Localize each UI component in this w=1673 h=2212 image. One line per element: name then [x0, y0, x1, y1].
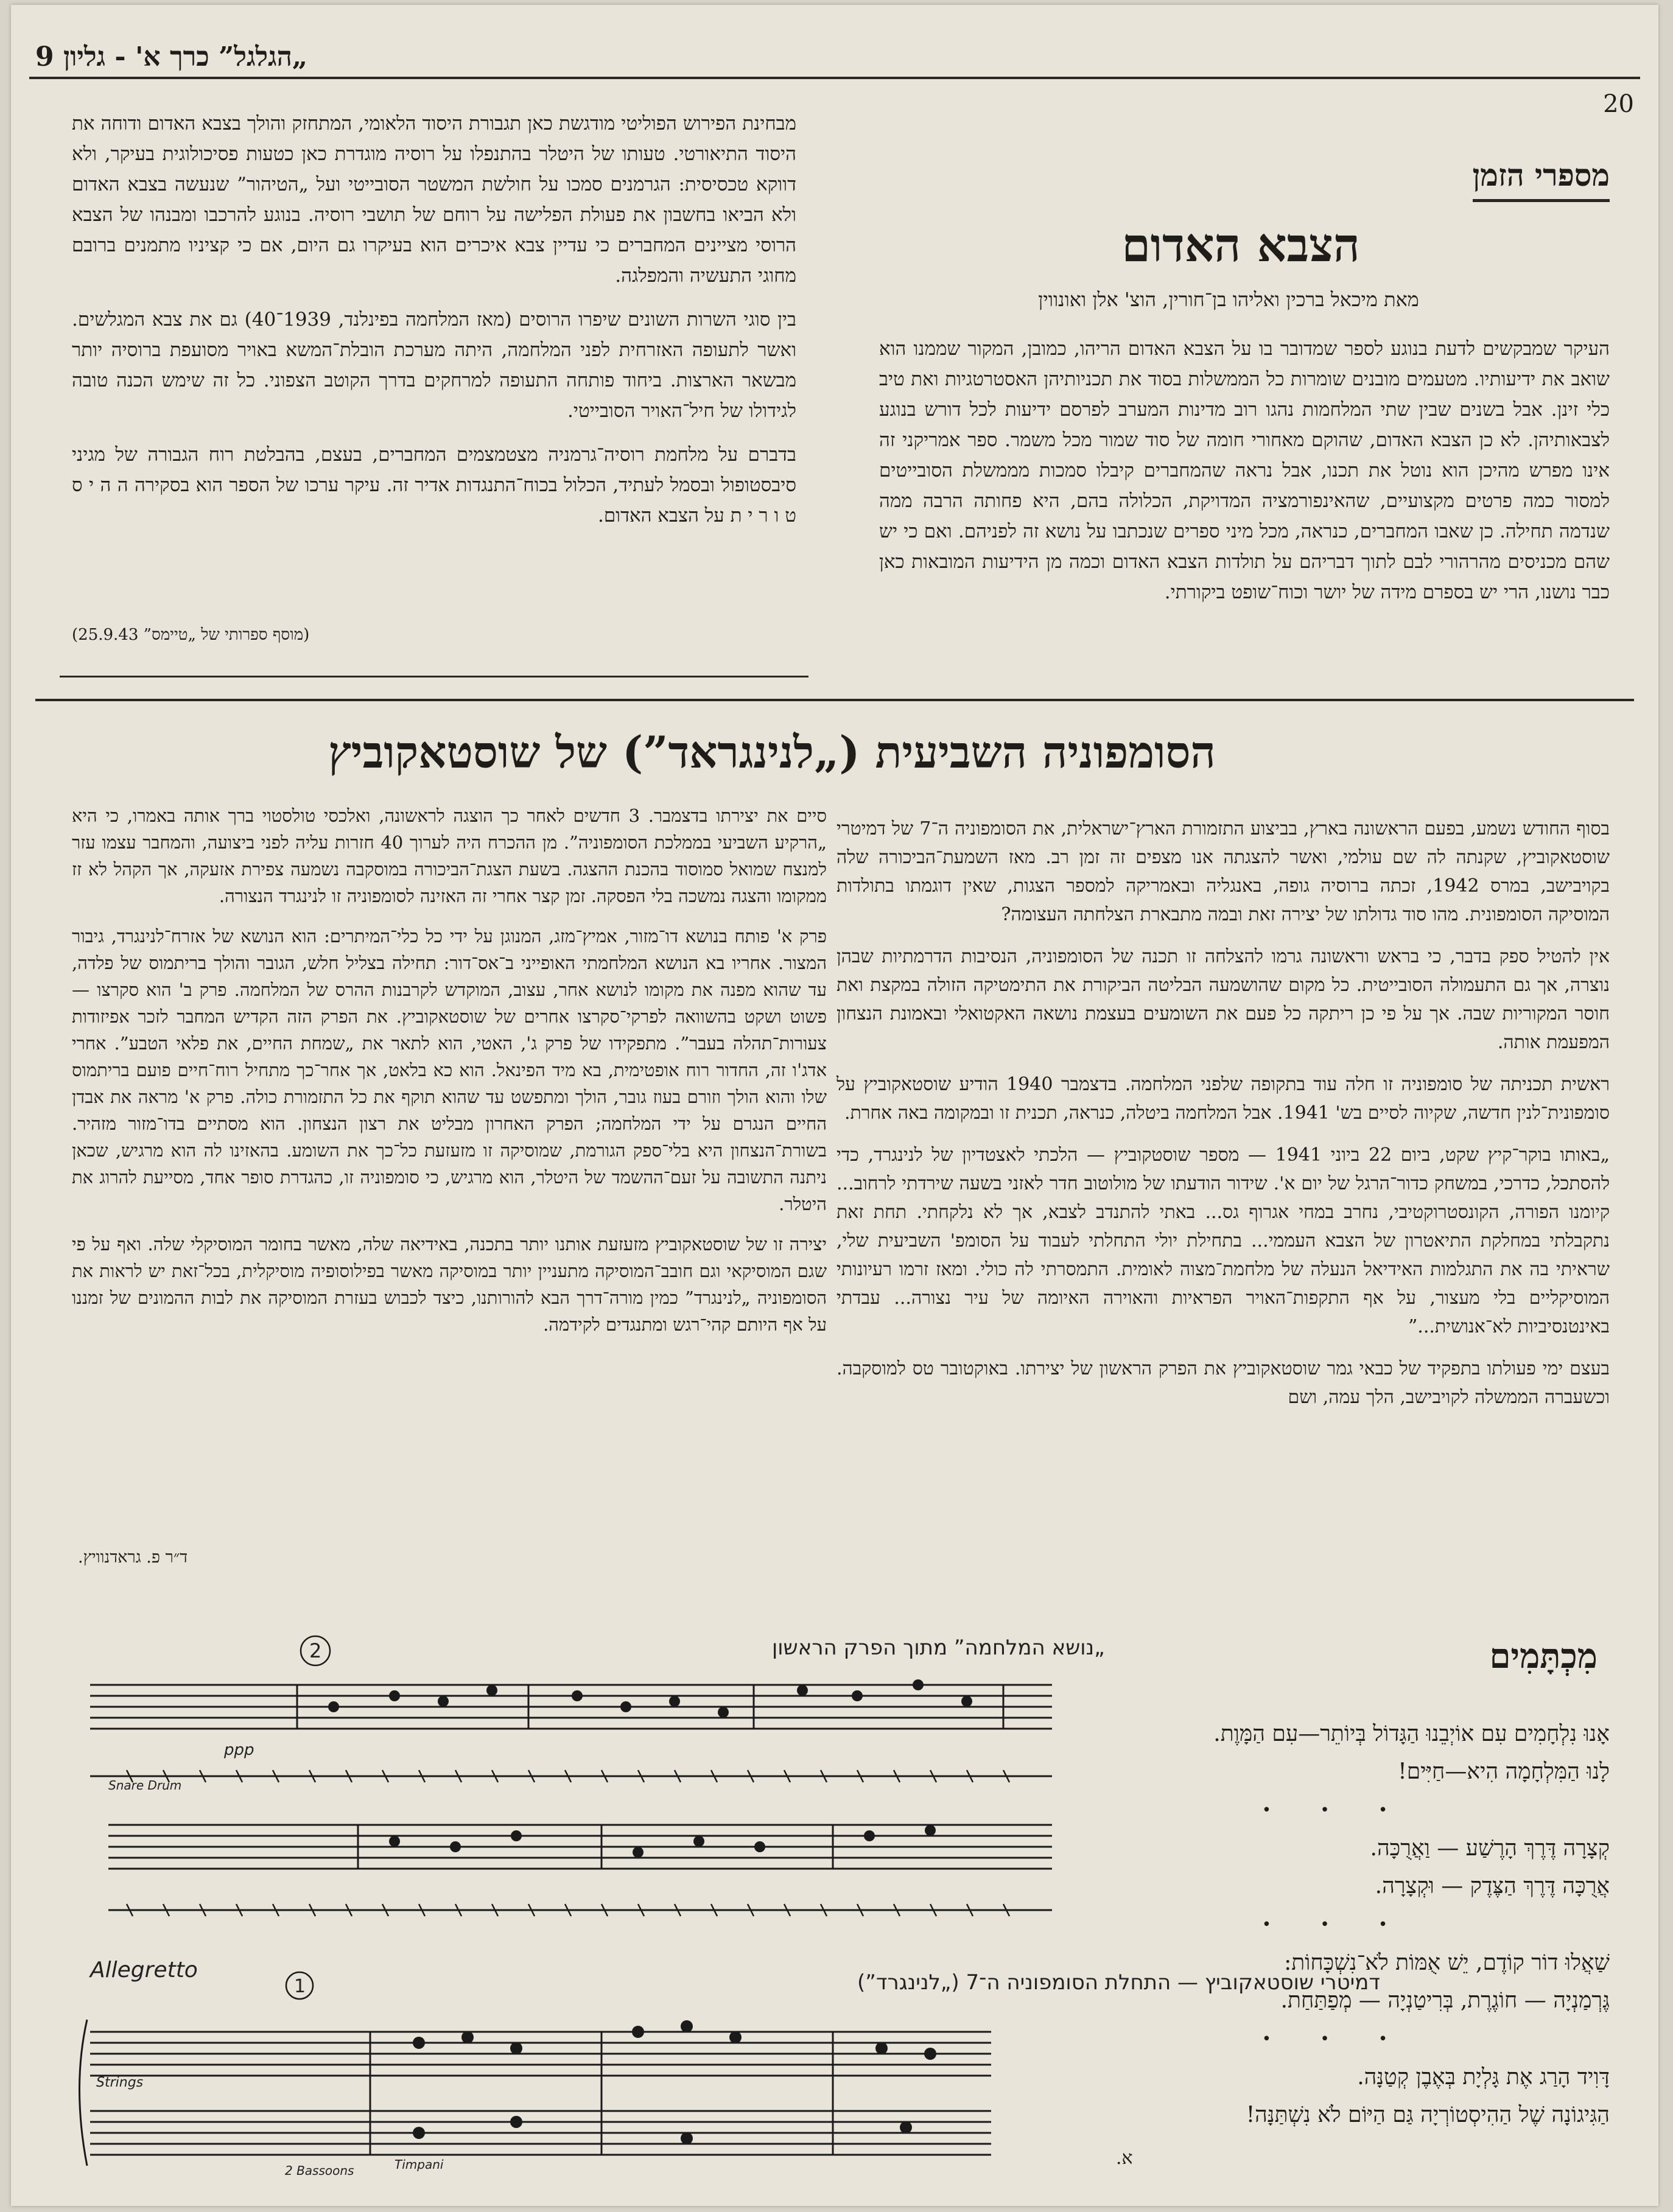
dynamic-marking: ppp: [224, 1741, 254, 1759]
maxims-title: מִכְתָּמִים: [1489, 1636, 1598, 1676]
maxim-line: לָנוּ הַמִּלְחָמָה הִיא—חַיִּים!: [1398, 1759, 1610, 1784]
paragraph: מבחינת הפירוש הפוליטי מודגשת כאן תגבורת היסוד הלאומי, המתחזק והולך בצבא האדום ודוחה את היסוד התיאורטי. טעותו של היטלר בהתנפלו על רוסיה מוגדרת כאן כטעות פסיכולוגית בעיקר, ולא דווקא טכסיסית: הגרמנים סמכו על חולשת המשטר הסובייטי ועל „הטיהור” שנעשה בצבא האדום ולא הביאו בחשבון את פעולת הפלישה על רוחם של תושבי רוסיה. בנוגע להרכבו ומבנהו של הצבא הרוסי מציינים המחברים כי עדיין צבא איכרים הוא בעיקרו גם היום, אם כי קציניו מתמנים ברובם מחוגי התעשיה והמפלגה.: [72, 113, 796, 287]
rhythm-marks: [96, 1770, 1052, 1916]
paragraph: „באותו בוקר־קיץ שקט, ביום 22 ביוני 1941 — מספר שוסטקוביץ — הלכתי לאצטדיון של לנינגרד, כדי להסתכל, כדרכי, במשחק כדור־הרגל של יום א'. שידור הודעתו של מולוטוב חדר לאזני בשעה שירדתי לרחוב... קיומנו הפורה, הקונסטרוקטיבי, נחרב במחי אגרוף גס... באתי להתנדב לצבא, אך לא נלקחתי. תחת זאת נתקבלתי במחלקת התיאטרון של הצבא העממי... בתחילת יולי התחלתי לעבוד על הסומפ' השביעית שלי, שראיתי בה את התגלמות האידיאל הנעלה של מלחמת־מצוה לאומית. התמסרתי לה כולי. ומאז זרמו רעיונותי המוסיקליים בלי מעצור, על אף התקפות־האויר הפראיות והאוירה האיומה של עיר נצורה... עבדתי באינטנסיביות לא־אנושית...”: [836, 1144, 1610, 1337]
staff-3: [90, 2032, 991, 2076]
maxim-line: הַגִּיגוֹנָה שֶׁל הַהִיסְטוֹרְיָה גַּם הַיּוֹם לֹא נִשְׁתַּנָּה!: [1246, 2102, 1610, 2127]
maxim-line: קְצָרָה דֶּרֶךְ הָרֶשַׁע — וַאֲרֻכָּה.: [1370, 1836, 1610, 1861]
paragraph: פרק א' פותח בנושא דו־מזור, אמיץ־מזג, המנוגן על ידי כל כלי־המיתרים: הוא הנושא של אזרח־לנינגרד, גיבור המצור. אחריו בא הנושא המלחמתי האופייני ב־אס־דור: תחילה בצליל חלש, הגובר והולך בריתמוס של פלדה, עד שהוא מפנה את מקומו לנושא אחר, עצוב, המוקדש לקרבנות ההרס של המלחמה. פרק ב' הוא סקרצו — פשוט ושקט בהשוואה לפרקי־סקרצו אחרים של שוסטאקוביץ. את הפרק הזה הקדיש המחבר לזכר אפיזודות צעורות־תהלה בעבר”. מתפקידו של פרק ג', האטי, הוא לתאר את „שמחת החיים, את פלאי הטבע”. אחרי אדג'ו זה, החדור רוח אופטימית, בא מיד הפינאל. הוא כא בלאט, אך אחר־כך מתחיל רוח־חיים פועם בריתמוס שלו והוא הולך וזורם בעוז גובר, הולך ומתפשט עד שהוא תוקף את כל התזמורת כולה. פרק א' מראה את אבדן החיים הנגרם על ידי המלחמה; הפרק האחרון מבליט את רצון הנצחון. הוא מסתיים בדו־מזור מזהיר. בשורת־הנצחון היא בלי־ספק הגורמת, שמוסיקה זו מזעזעת כל־כך את השומע. בהאזינו לה הוא מרגיש, שכאן ניתנה התשובה על זעם־ההשמד של היטלר, הוא מרגיש, כי סומפוניה זו, כהגדרת סופר אחד, מסייעת להרוג את היטלר.: [72, 926, 827, 1214]
source-note: (מוסף ספרותי של „טיימס” 25.9.43): [72, 626, 310, 644]
article-title-symphony: הסומפוניה השביעית („לנינגראד”) של שוסטאקוביץ: [328, 726, 1216, 778]
maxim-separator: • • •: [1261, 1916, 1410, 1934]
page-header: [35, 17, 1634, 118]
column-rule: [60, 676, 808, 677]
article2-column-right: [836, 814, 1610, 1425]
instrument-strings: Strings: [96, 2075, 144, 2090]
system-brace: [80, 2020, 88, 2166]
maxim-line: דָּוִיד הָרַג אֶת גָּלְיָת בְּאֶבֶן קְטַנָּה.: [1357, 2065, 1610, 2090]
rehearsal-mark-1: 1: [294, 1976, 306, 1997]
note-marks: [328, 1679, 972, 2144]
staff-1: [90, 1685, 1052, 1729]
paragraph: העיקר שמבקשים לדעת בנוגע לספר שמדובר בו על הצבא האדום הריהו, כמובן, המקור שממנו הוא שואב את ידיעותיו. מטעמים מובנים שומרות כל הממשלות בסוד את תכניותיהן האסטרטגיות ואת טיב כלי זינן. אבל בשנים שבין שתי המלחמות נהגו רוב מדינות המערב לפרסם ידיעות לכל דורש בנוגע לצבאותיהן. לא כן הצבא האדום, שהוקם מאחורי חומה של סוד שמור מכל משמר. ספר אמריקני זה אינו מפרש מהיכן הוא נוטל את תכנו, אבל נראה שהמחברים קיבלו סמכות מממשלת הסובייטים למסור כמה פרטים מקצועיים, שהאינפורמציה המדויקת, הכלולה בהם, היא פחותה הרבה ממה שנדמה תחילה. כן שאבו המחברים, כנראה, מכל מיני ספרים שנכתבו על נושא זה לפניהם. ואם כי יש שהם מכניסים מהרהורי לבם לתוך דבריהם על תולדות הצבא האדום וכמה מן הידיעות המובאות כאן כבר נושנו, הרי יש בספרם מידה של יושר וכוח־שופט ביקורתי.: [879, 338, 1610, 603]
rehearsal-mark-2: 2: [309, 1639, 322, 1662]
paragraph: בעצם ימי פעולתו בתפקיד של כבאי גמר שוסטאקוביץ את הפרק הראשון של יצירתו. באוקטובר טס למוסקבה. וכשעברה הממשלה לקויבישב, הלך עמה, ושם: [836, 1358, 1610, 1408]
maxim-line: אָנוּ נִלְחָמִים עִם אוֹיְבֵנוּ הַגָּדוֹל בְּיוֹתֵר—עִם הַמָּוֶת.: [1213, 1721, 1610, 1746]
paragraph: סיים את יצירתו בדצמבר. 3 חדשים לאחר כך הוצגה לראשונה, ואלכסי טולסטוי ברך אותה באמרו, כי היא „הרקיע השביעי בממלכת הסומפוניה”. מן ההכרח היה לערוך 40 חזרות עליה לפני ביצועה, והמחבר עצמו עזר למנצח שמואל סמוסוד בהכנת ההצגה. בשעת הצגת־הביכורה במוסקבה נשמעה צפירת אזעקה, אך הקהל לא זז ממקומו והצגה נמשכה בלי הפסקה. זמן קצר אחרי זה האזינה לסומפוניה זו לנינגרד הנצורה.: [72, 805, 827, 906]
paragraph: אין להטיל ספק בדבר, כי בראש וראשונה גרמו להצלחה זו תכנה של הסומפוניה, הנסיבות הדרמתיות שבהן נוצרה, אך גם התעמולה הסובייטית. כל מקום שהושמעה הבליטה הביקורת את התימטיקה הזולה במקצת ואת חוסר המקוריות שבה. אך על פי כן ריתקה כל פעם את השומעים בעצמת נושאה האקטואלי ובאמונת הנצחון המפעמת אותה.: [836, 946, 1610, 1053]
paragraph: בין סוגי השרות השונים שיפרו הרוסים (מאז המלחמה בפינלנד, 1939־40) גם את צבא המגלשים. ואשר לתעופה האזרחית לפני המלחמה, היתה מערכת הובלת־המשא באויר מסועפת ברוסיה יותר מבשאר הארצות. ביחוד פותחה התעופה למרחקים בדרך הקוטב הצפוני. כל זה שימש הכנה טובה לגידולו של חיל־האויר הסובייטי.: [72, 309, 796, 422]
instrument-snare: Snare Drum: [108, 1778, 182, 1793]
maxims-signature: א.: [1116, 2147, 1133, 2169]
staff-2: [108, 1825, 1052, 1869]
instrument-bassoons: 2 Bassoons: [285, 2163, 354, 2178]
maxim-separator: • • •: [1261, 1801, 1410, 1819]
article-title: הצבא האדום: [1121, 218, 1360, 272]
author-signature: ד״ר פ. גראדנוויץ.: [78, 1548, 188, 1567]
score-caption-middle: דמיטרי שוסטאקוביץ — התחלת הסומפוניה ה־7 („לנינגרד”): [857, 1970, 1380, 1995]
article2-column-left: [72, 802, 827, 1351]
magazine-page: [11, 5, 1658, 2206]
instrument-timpani: Timpani: [395, 2157, 444, 2172]
paragraph: יצירה זו של שוסטאקוביץ מזעזעת אותנו יותר בתכנה, באידיאה שלה, מאשר בחומר המוסיקלי שלה. ואף על פי שגם המוסיקאי וגם חובב־המוסיקה מתעניין יותר במוסיקה מאשר בפילוסופיה מוסיקלית, בכל־זאת יש לראות את הסומפוניה „לנינגרד” כמין מורה־דרך הבא להורותנו, כיצד לכבוש בעזרת המוסיקה את לבות ההמונים של זמננו על אף היותם קהי־רגש ומתנגדים לקידמה.: [72, 1234, 827, 1335]
maxim-line: גֶּרְמַנְיָה — חוֹגֶרֶת, בְּרִיטַנְיָה — מְפַתַּחַת.: [1280, 1988, 1610, 2013]
paragraph: בדברם על מלחמת רוסיה־גרמניה מצטמצמים המחברים, בעצם, בהבלטת רוח הגבורה של מגיני סיבסטופול ובסמל לעתיד, הכלול בכוח־התנגדות אדיר זה. עיקר ערכו של הספר הוא בסקירה ה ה י ס ט ו ר י ת על הצבא האדום.: [72, 444, 796, 527]
staff-4: [90, 2111, 991, 2155]
maxim-separator: • • •: [1261, 2030, 1410, 2048]
header-rule: [29, 77, 1640, 79]
maxims-list: [1062, 1715, 1610, 2134]
page-number: 20: [1603, 90, 1634, 118]
paragraph: בסוף החודש נשמע, בפעם הראשונה בארץ, בביצוע התזמורת הארץ־ישראלית, את הסומפוניה ה־7 של דמיטרי שוסטאקוביץ, שקנתה לה שם עולמי, ואשר להצגתה אנו מצפים זה זמן רב. מאז השמעת־הביכורה שלה בקויבישב, במרס 1942, זכתה ברוסיה גופה, באנגליה ובאמריקה למספר הצגות, שאין דוגמתו בתולדות המוסיקה הסומפונית. מהו סוד גדולתו של יצירה זאת ובמה מתבארת הצלחתה העצומה?: [836, 818, 1610, 925]
section-label: מספרי הזמן: [1473, 157, 1610, 202]
musical-score-illustration: [54, 1624, 1380, 2196]
score-caption-top: „נושא המלחמה” מתוך הפרק הראשון: [772, 1636, 1105, 1660]
article-byline: מאת מיכאל ברכין ואליהו בן־חורין, הוצ' אלן ואונווין: [1038, 288, 1419, 311]
paragraph: ראשית תכניתה של סומפוניה זו חלה עוד בתקופה שלפני המלחמה. בדצמבר 1940 הודיע שוסטאקוביץ על סומפונית־לנין חדשה, שקיוה לסיים בש' 1941. אבל המלחמה ביטלה, כנראה, תכנית זו ובמקומה באה אחרת.: [836, 1074, 1610, 1124]
section-divider: [35, 699, 1634, 701]
article1-column-right: [879, 334, 1610, 621]
article1-column-left: [72, 108, 796, 544]
maxim-line: שַׁאֲלוּ דוֹר קוֹדֶם, יֵשׁ אֻמּוֹת לֹא־נִשְׁכָּחוֹת:: [1284, 1950, 1610, 1975]
tempo-marking: Allegretto: [90, 1958, 198, 1983]
series-title: „הגלגל” כרך א' - גליון 9: [35, 41, 308, 72]
maxim-line: אֲרֻכָּה דֶּרֶךְ הַצֶּדֶק — וּקְצָרָה.: [1375, 1874, 1610, 1899]
